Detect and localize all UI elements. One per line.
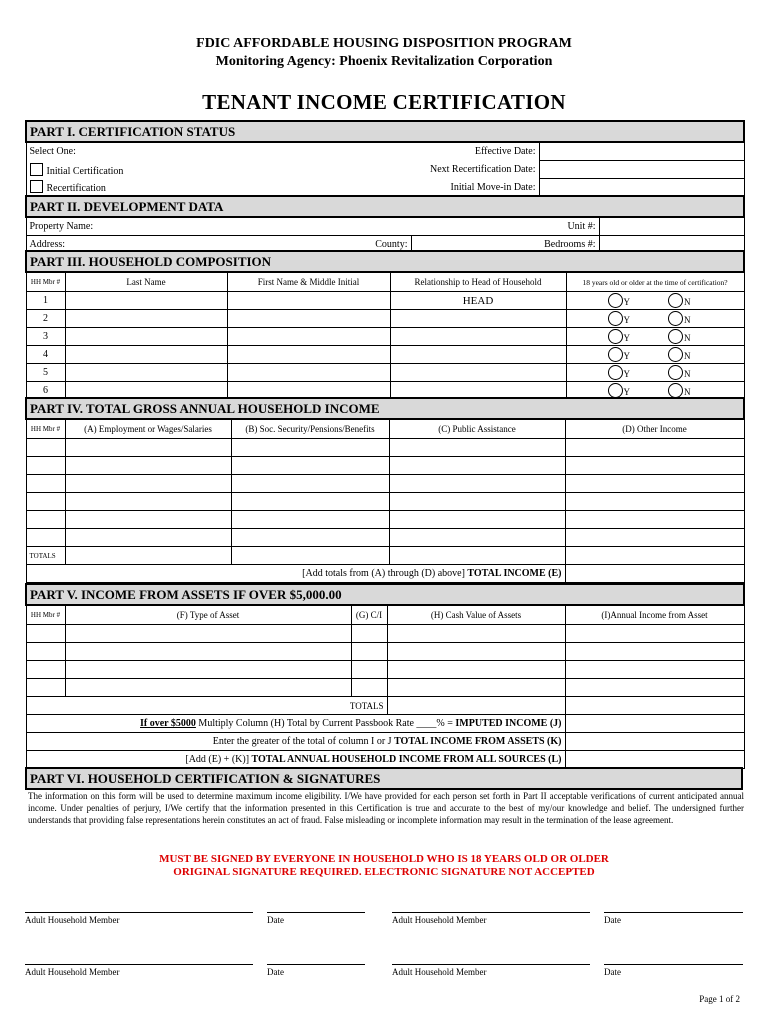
relationship-field[interactable] bbox=[390, 328, 566, 346]
age-choice bbox=[566, 292, 744, 310]
date-label: Date bbox=[604, 915, 621, 925]
imputed-j: IMPUTED INCOME (J) bbox=[455, 718, 562, 729]
income-cell[interactable] bbox=[389, 529, 565, 547]
adult-label: Adult Household Member bbox=[392, 967, 487, 977]
part4-title: PART IV. TOTAL GROSS ANNUAL HOUSEHOLD INCOME bbox=[26, 398, 744, 419]
asset-row bbox=[26, 625, 744, 643]
yes-radio[interactable] bbox=[608, 365, 623, 380]
asset-row bbox=[26, 643, 744, 661]
total-i-field[interactable] bbox=[565, 697, 744, 715]
no-radio[interactable] bbox=[668, 383, 683, 398]
address-label: Address: bbox=[26, 236, 236, 254]
relationship-field[interactable] bbox=[390, 364, 566, 382]
p5-col-h: (H) Cash Value of Assets bbox=[387, 605, 565, 625]
property-name-label: Property Name: bbox=[29, 221, 94, 232]
income-cell[interactable] bbox=[65, 511, 231, 529]
asset-cell[interactable] bbox=[351, 661, 387, 679]
income-cell[interactable] bbox=[231, 529, 389, 547]
total-c-field[interactable] bbox=[389, 547, 565, 565]
income-cell[interactable] bbox=[26, 511, 65, 529]
p5-col-g: (G) C/I bbox=[351, 605, 387, 625]
part2-title: PART II. DEVELOPMENT DATA bbox=[26, 196, 744, 217]
yes-label: Y bbox=[623, 387, 630, 397]
asset-cell[interactable] bbox=[387, 643, 565, 661]
relationship-field[interactable] bbox=[390, 346, 566, 364]
last-name-field[interactable] bbox=[65, 310, 227, 328]
add-totals-text: [Add totals from (A) through (D) above] bbox=[302, 568, 465, 579]
part5-title: PART V. INCOME FROM ASSETS IF OVER $5,000.00 bbox=[26, 584, 744, 605]
income-cell[interactable] bbox=[26, 529, 65, 547]
p5-col-i: (I)Annual Income from Asset bbox=[565, 605, 744, 625]
total-income-field[interactable] bbox=[565, 565, 744, 583]
asset-cell[interactable] bbox=[387, 661, 565, 679]
p3-col-last: Last Name bbox=[65, 272, 227, 292]
part1-table bbox=[25, 120, 745, 197]
asset-cell[interactable] bbox=[26, 661, 65, 679]
income-row bbox=[26, 439, 744, 457]
first-name-field[interactable] bbox=[227, 292, 390, 310]
age-choice bbox=[566, 346, 744, 364]
multiply-text: Multiply Column (H) Total by Current Passbook Rate ____% = bbox=[198, 718, 453, 729]
move-in-label: Initial Move-in Date: bbox=[276, 179, 539, 197]
income-cell[interactable] bbox=[26, 493, 65, 511]
income-row bbox=[26, 529, 744, 547]
income-cell[interactable] bbox=[26, 439, 65, 457]
income-cell[interactable] bbox=[231, 457, 389, 475]
income-cell[interactable] bbox=[26, 475, 65, 493]
income-cell[interactable] bbox=[565, 511, 744, 529]
asset-row bbox=[26, 679, 744, 697]
property-name-field[interactable] bbox=[26, 217, 599, 236]
income-cell[interactable] bbox=[389, 493, 565, 511]
next-recert-label: Next Recertification Date: bbox=[276, 161, 539, 179]
yes-label: Y bbox=[623, 333, 630, 343]
date-2[interactable] bbox=[604, 912, 743, 925]
certification-text: The information on this form will be used to determine maximum income eligibility. I/We have provided for each person set forth in Part II acceptable verifications of current anticipated annual income. Under penalties of perjury, I/We certify that the information presented in this Certification is true and accurate to the best of my/our knowledge and belief. The undersigned further understands that providing false representations herein constitutes an act of fraud. False misleading or incomplete information may result in the termination of the lease agreement. bbox=[28, 791, 744, 825]
select-one-label: Select One: bbox=[26, 142, 276, 161]
p3-col-rel: Relationship to Head of Household bbox=[390, 272, 566, 292]
no-label: N bbox=[684, 333, 691, 343]
income-cell[interactable] bbox=[389, 475, 565, 493]
recert-label: Recertification bbox=[46, 183, 106, 195]
hh-number: 3 bbox=[26, 328, 65, 346]
part5-table bbox=[25, 583, 745, 769]
first-name-field[interactable] bbox=[227, 310, 390, 328]
income-row bbox=[26, 475, 744, 493]
asset-cell[interactable] bbox=[26, 679, 65, 697]
asset-cell[interactable] bbox=[65, 625, 351, 643]
age-choice bbox=[566, 310, 744, 328]
asset-cell[interactable] bbox=[65, 679, 351, 697]
p4-col-c: (C) Public Assistance bbox=[389, 419, 565, 439]
income-cell[interactable] bbox=[231, 493, 389, 511]
income-cell[interactable] bbox=[565, 529, 744, 547]
date-4[interactable] bbox=[604, 964, 743, 977]
if-over-text: If over $5000 bbox=[140, 718, 196, 729]
adult-signature-1[interactable] bbox=[25, 912, 253, 925]
asset-cell[interactable] bbox=[351, 643, 387, 661]
adult-signature-3[interactable] bbox=[25, 964, 253, 977]
total-d-field[interactable] bbox=[565, 547, 744, 565]
adult-signature-4[interactable] bbox=[392, 964, 590, 977]
total-a-field[interactable] bbox=[65, 547, 231, 565]
no-radio[interactable] bbox=[668, 365, 683, 380]
asset-cell[interactable] bbox=[26, 643, 65, 661]
asset-cell[interactable] bbox=[65, 643, 351, 661]
hh-number: 2 bbox=[26, 310, 65, 328]
hh-number: 1 bbox=[26, 292, 65, 310]
income-cell[interactable] bbox=[231, 475, 389, 493]
part1-title: PART I. CERTIFICATION STATUS bbox=[26, 121, 744, 142]
yes-radio[interactable] bbox=[608, 383, 623, 398]
assets-income-label bbox=[26, 733, 565, 751]
yes-radio[interactable] bbox=[608, 329, 623, 344]
first-name-field[interactable] bbox=[227, 328, 390, 346]
income-row bbox=[26, 493, 744, 511]
asset-cell[interactable] bbox=[565, 643, 744, 661]
yes-label: Y bbox=[623, 369, 630, 379]
asset-cell[interactable] bbox=[565, 625, 744, 643]
form-title: TENANT INCOME CERTIFICATION bbox=[202, 90, 566, 114]
p5-col-hh: HH Mbr # bbox=[26, 605, 65, 625]
yes-label: Y bbox=[623, 315, 630, 325]
part2-table bbox=[25, 195, 745, 254]
all-sources-label bbox=[26, 751, 565, 769]
p4-col-b: (B) Soc. Security/Pensions/Benefits bbox=[231, 419, 389, 439]
date-1[interactable] bbox=[267, 912, 365, 925]
no-radio[interactable] bbox=[668, 329, 683, 344]
household-row bbox=[26, 292, 744, 310]
total-income-label bbox=[26, 565, 565, 583]
no-radio[interactable] bbox=[668, 311, 683, 326]
enter-greater-text: Enter the greater of the total of column I or J bbox=[212, 736, 392, 747]
income-cell[interactable] bbox=[65, 457, 231, 475]
unit-label: Unit #: bbox=[567, 221, 596, 232]
date-label: Date bbox=[267, 915, 284, 925]
asset-cell[interactable] bbox=[351, 679, 387, 697]
income-cell[interactable] bbox=[565, 493, 744, 511]
age-choice bbox=[566, 364, 744, 382]
recert-checkbox[interactable] bbox=[30, 180, 43, 193]
total-assets-k: TOTAL INCOME FROM ASSETS (K) bbox=[394, 736, 562, 747]
income-cell[interactable] bbox=[231, 439, 389, 457]
no-radio[interactable] bbox=[668, 293, 683, 308]
signature-warning: MUST BE SIGNED BY EVERYONE IN HOUSEHOLD WHO IS 18 YEARS OLD OR OLDER bbox=[159, 853, 609, 865]
initial-cert-checkbox[interactable] bbox=[30, 163, 43, 176]
household-row bbox=[26, 346, 744, 364]
income-cell[interactable] bbox=[565, 475, 744, 493]
no-label: N bbox=[684, 297, 691, 307]
no-label: N bbox=[684, 315, 691, 325]
income-cell[interactable] bbox=[389, 511, 565, 529]
relationship-field[interactable] bbox=[390, 310, 566, 328]
move-in-field[interactable] bbox=[539, 179, 744, 197]
hh-number: 4 bbox=[26, 346, 65, 364]
asset-cell[interactable] bbox=[387, 625, 565, 643]
adult-label: Adult Household Member bbox=[25, 967, 120, 977]
effective-date-label: Effective Date: bbox=[276, 142, 539, 161]
hh-number: 6 bbox=[26, 382, 65, 400]
part3-table bbox=[25, 250, 745, 400]
total-h-field[interactable] bbox=[387, 697, 565, 715]
total-income-e: TOTAL INCOME (E) bbox=[467, 568, 562, 579]
part6-table bbox=[25, 767, 743, 790]
add-ek-text: [Add (E) + (K)] bbox=[185, 754, 250, 765]
asset-cell[interactable] bbox=[351, 625, 387, 643]
program-title: FDIC AFFORDABLE HOUSING DISPOSITION PROGRAM bbox=[196, 36, 572, 51]
initial-cert-option[interactable] bbox=[26, 161, 276, 179]
imputed-income-field[interactable] bbox=[565, 715, 744, 733]
household-row bbox=[26, 364, 744, 382]
last-name-field[interactable] bbox=[65, 328, 227, 346]
no-label: N bbox=[684, 351, 691, 361]
asset-row bbox=[26, 661, 744, 679]
yes-label: Y bbox=[623, 297, 630, 307]
last-name-field[interactable] bbox=[65, 364, 227, 382]
income-cell[interactable] bbox=[65, 493, 231, 511]
p3-col-hh: HH Mbr # bbox=[26, 272, 65, 292]
no-label: N bbox=[684, 387, 691, 397]
income-cell[interactable] bbox=[231, 511, 389, 529]
income-cell[interactable] bbox=[26, 457, 65, 475]
income-cell[interactable] bbox=[389, 439, 565, 457]
hh-number: 5 bbox=[26, 364, 65, 382]
yes-radio[interactable] bbox=[608, 311, 623, 326]
next-recert-field[interactable] bbox=[539, 161, 744, 179]
p4-col-d: (D) Other Income bbox=[565, 419, 744, 439]
income-cell[interactable] bbox=[389, 457, 565, 475]
date-3[interactable] bbox=[267, 964, 365, 977]
p4-col-hh: HH Mbr # bbox=[26, 419, 65, 439]
yes-radio[interactable] bbox=[608, 347, 623, 362]
total-assets-field[interactable] bbox=[565, 733, 744, 751]
part3-title: PART III. HOUSEHOLD COMPOSITION bbox=[26, 251, 744, 272]
last-name-field[interactable] bbox=[65, 346, 227, 364]
asset-cell[interactable] bbox=[565, 661, 744, 679]
first-name-field[interactable] bbox=[227, 364, 390, 382]
bedrooms-label: Bedrooms #: bbox=[411, 236, 599, 254]
part4-table bbox=[25, 397, 745, 583]
asset-totals-label: TOTALS bbox=[26, 697, 387, 715]
income-row bbox=[26, 511, 744, 529]
imputed-income-label bbox=[26, 715, 565, 733]
date-label: Date bbox=[267, 967, 284, 977]
p3-col-age: 18 years old or older at the time of certification? bbox=[566, 272, 744, 292]
recert-option[interactable] bbox=[26, 179, 276, 197]
household-row bbox=[26, 310, 744, 328]
total-all-field[interactable] bbox=[565, 751, 744, 769]
adult-signature-2[interactable] bbox=[392, 912, 590, 925]
asset-cell[interactable] bbox=[565, 679, 744, 697]
p4-col-a: (A) Employment or Wages/Salaries bbox=[65, 419, 231, 439]
page-number: Page 1 of 2 bbox=[699, 994, 740, 1004]
no-label: N bbox=[684, 369, 691, 379]
adult-label: Adult Household Member bbox=[25, 915, 120, 925]
income-cell[interactable] bbox=[65, 529, 231, 547]
unit-field[interactable] bbox=[599, 217, 744, 236]
asset-cell[interactable] bbox=[65, 661, 351, 679]
totals-row bbox=[26, 547, 744, 565]
asset-cell[interactable] bbox=[387, 679, 565, 697]
yes-radio[interactable] bbox=[608, 293, 623, 308]
first-name-field[interactable] bbox=[227, 346, 390, 364]
age-choice bbox=[566, 328, 744, 346]
initial-cert-label: Initial Certification bbox=[46, 165, 124, 177]
adult-label: Adult Household Member bbox=[392, 915, 487, 925]
p5-col-f: (F) Type of Asset bbox=[65, 605, 351, 625]
relationship-head: HEAD bbox=[390, 292, 566, 310]
income-cell[interactable] bbox=[565, 457, 744, 475]
yes-label: Y bbox=[623, 351, 630, 361]
asset-cell[interactable] bbox=[26, 625, 65, 643]
last-name-field[interactable] bbox=[65, 292, 227, 310]
income-cell[interactable] bbox=[65, 439, 231, 457]
income-cell[interactable] bbox=[565, 439, 744, 457]
original-signature-warning: ORIGINAL SIGNATURE REQUIRED. ELECTRONIC SIGNATURE NOT ACCEPTED bbox=[173, 866, 595, 878]
p3-col-first: First Name & Middle Initial bbox=[227, 272, 390, 292]
total-b-field[interactable] bbox=[231, 547, 389, 565]
total-all-l: TOTAL ANNUAL HOUSEHOLD INCOME FROM ALL SOURCES (L) bbox=[251, 754, 562, 765]
part6-title: PART VI. HOUSEHOLD CERTIFICATION & SIGNATURES bbox=[26, 768, 742, 789]
income-cell[interactable] bbox=[65, 475, 231, 493]
household-row bbox=[26, 328, 744, 346]
income-row bbox=[26, 457, 744, 475]
effective-date-field[interactable] bbox=[539, 142, 744, 161]
monitoring-agency: Monitoring Agency: Phoenix Revitalization Corporation bbox=[215, 54, 553, 69]
date-label: Date bbox=[604, 967, 621, 977]
county-label: County: bbox=[236, 236, 411, 254]
totals-label: TOTALS bbox=[26, 547, 65, 565]
no-radio[interactable] bbox=[668, 347, 683, 362]
